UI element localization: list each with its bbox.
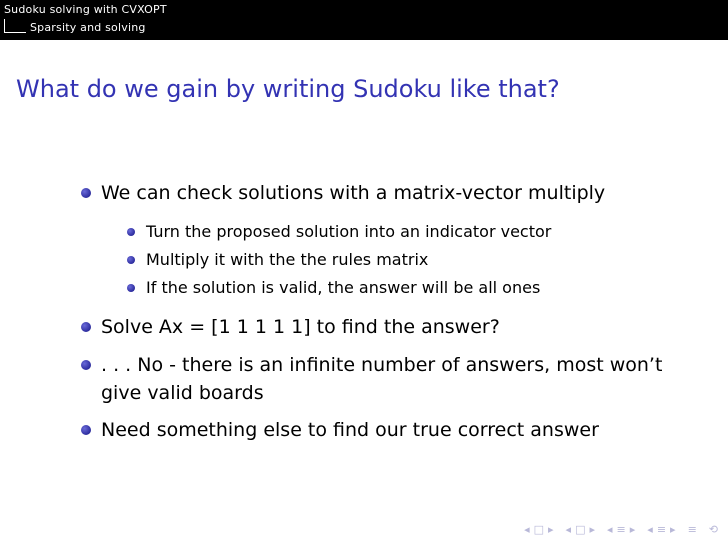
prev-section-icon[interactable]: ◂	[565, 522, 572, 536]
subsection-title[interactable]: Sparsity and solving	[30, 21, 146, 34]
bullet-text: Solve Ax = [1 1 1 1 1] to find the answer?	[101, 316, 500, 338]
next-subsection-icon[interactable]: ▸	[629, 522, 636, 536]
search-icon[interactable]: ⟲	[708, 522, 718, 536]
subsection-connector	[4, 19, 26, 33]
align-icon[interactable]: ≡	[687, 522, 697, 536]
bullet-text: Need something else to find our true correct answer	[101, 419, 599, 441]
next-section-icon[interactable]: ▸	[589, 522, 595, 536]
next-slide-icon[interactable]: ▸	[670, 522, 676, 536]
header-bar	[0, 0, 728, 40]
sub-bullet-text: If the solution is valid, the answer will be all ones	[146, 278, 541, 297]
bullet-text: . . . No - there is an infinite number of answers, most won’t	[101, 354, 663, 376]
slide-equiv-icon[interactable]: ≡	[656, 522, 667, 536]
bullet-icon	[81, 360, 91, 370]
bullet-text-continued: give valid boards	[101, 382, 264, 404]
first-icon[interactable]: ◂	[524, 522, 530, 536]
section-box-icon[interactable]: □	[575, 522, 586, 536]
sub-bullet-text: Multiply it with the the rules matrix	[146, 250, 429, 269]
bullet-icon	[81, 425, 91, 435]
bullet-icon	[81, 322, 91, 332]
prev-slide-icon[interactable]: ◂	[647, 522, 653, 536]
sub-bullet-icon	[127, 284, 135, 292]
bullet-icon	[81, 188, 91, 198]
next-frame-icon[interactable]: ▸	[548, 522, 554, 536]
section-title[interactable]: Sudoku solving with CVXOPT	[4, 3, 167, 16]
prev-frame-icon[interactable]: □	[533, 522, 544, 536]
subsection-equiv-icon[interactable]: ≡	[616, 522, 626, 536]
frame-title: What do we gain by writing Sudoku like that?	[16, 75, 560, 103]
bullet-text: We can check solutions with a matrix-vector multiply	[101, 182, 606, 204]
sub-bullet-text: Turn the proposed solution into an indicator vector	[146, 222, 552, 241]
sub-bullet-icon	[127, 256, 135, 264]
sub-bullet-icon	[127, 228, 135, 236]
prev-subsection-icon[interactable]: ◂	[607, 522, 613, 536]
navigation-bar	[522, 522, 720, 536]
